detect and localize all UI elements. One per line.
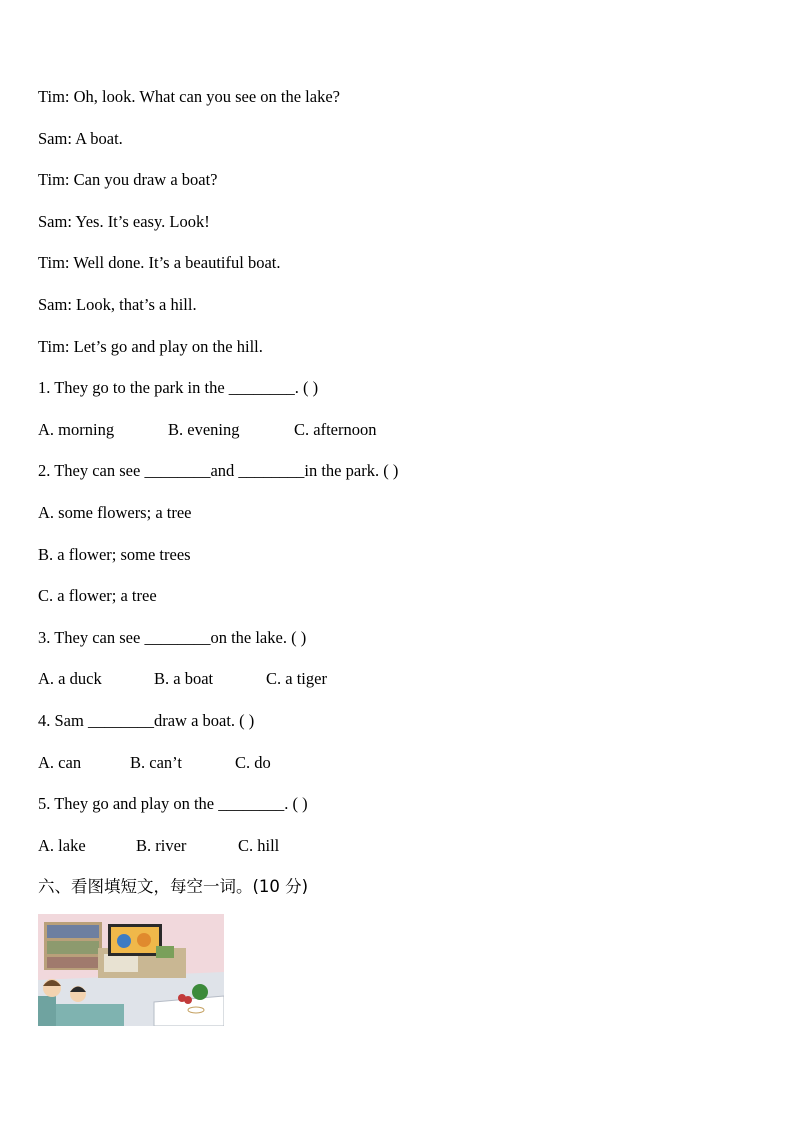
dialogue-line: Tim: Well done. It’s a beautiful boat. bbox=[38, 253, 281, 273]
option-b: B. a boat bbox=[154, 669, 214, 689]
option-b: B. river bbox=[136, 835, 187, 855]
option-b: B. evening bbox=[168, 419, 240, 439]
option-c: C. a flower; a tree bbox=[38, 586, 157, 606]
option-b: B. a flower; some trees bbox=[38, 544, 191, 564]
question-4: 4. Sam ________draw a boat. ( ) bbox=[38, 710, 255, 730]
section-heading: 六、看图填短文，每空一词。(10 分) bbox=[38, 877, 309, 897]
question-5: 5. They go and play on the ________. ( ) bbox=[38, 794, 308, 814]
question-3-options bbox=[38, 668, 758, 710]
question-5-options bbox=[38, 835, 758, 877]
question-3: 3. They can see ________on the lake. ( ) bbox=[38, 627, 307, 647]
question-4-options bbox=[38, 752, 758, 794]
option-a: A. a duck bbox=[38, 669, 102, 689]
question-1-options bbox=[38, 419, 758, 461]
dialogue-line: Sam: A boat. bbox=[38, 128, 123, 148]
option-c: C. a tiger bbox=[266, 669, 327, 689]
option-a: A. can bbox=[38, 752, 82, 772]
dialogue-line: Tim: Oh, look. What can you see on the lake? bbox=[38, 87, 340, 106]
question-1: 1. They go to the park in the ________. ( ) bbox=[38, 378, 319, 398]
dialogue-line: Sam: Yes. It’s easy. Look! bbox=[38, 211, 210, 231]
worksheet bbox=[38, 86, 758, 906]
option-c: C. hill bbox=[238, 835, 280, 855]
living-room-picture-icon bbox=[38, 914, 224, 1026]
option-a: A. morning bbox=[38, 419, 115, 439]
option-b: B. can’t bbox=[130, 752, 182, 772]
dialogue-line: Tim: Let’s go and play on the hill. bbox=[38, 336, 263, 356]
option-c: C. do bbox=[235, 752, 271, 772]
question-2: 2. They can see ________and ________in the park. ( ) bbox=[38, 461, 399, 481]
option-a: A. some flowers; a tree bbox=[38, 502, 192, 522]
option-a: A. lake bbox=[38, 835, 86, 855]
option-c: C. afternoon bbox=[294, 419, 377, 439]
dialogue-line: Tim: Can you draw a boat? bbox=[38, 170, 218, 190]
dialogue-line: Sam: Look, that’s a hill. bbox=[38, 294, 197, 314]
